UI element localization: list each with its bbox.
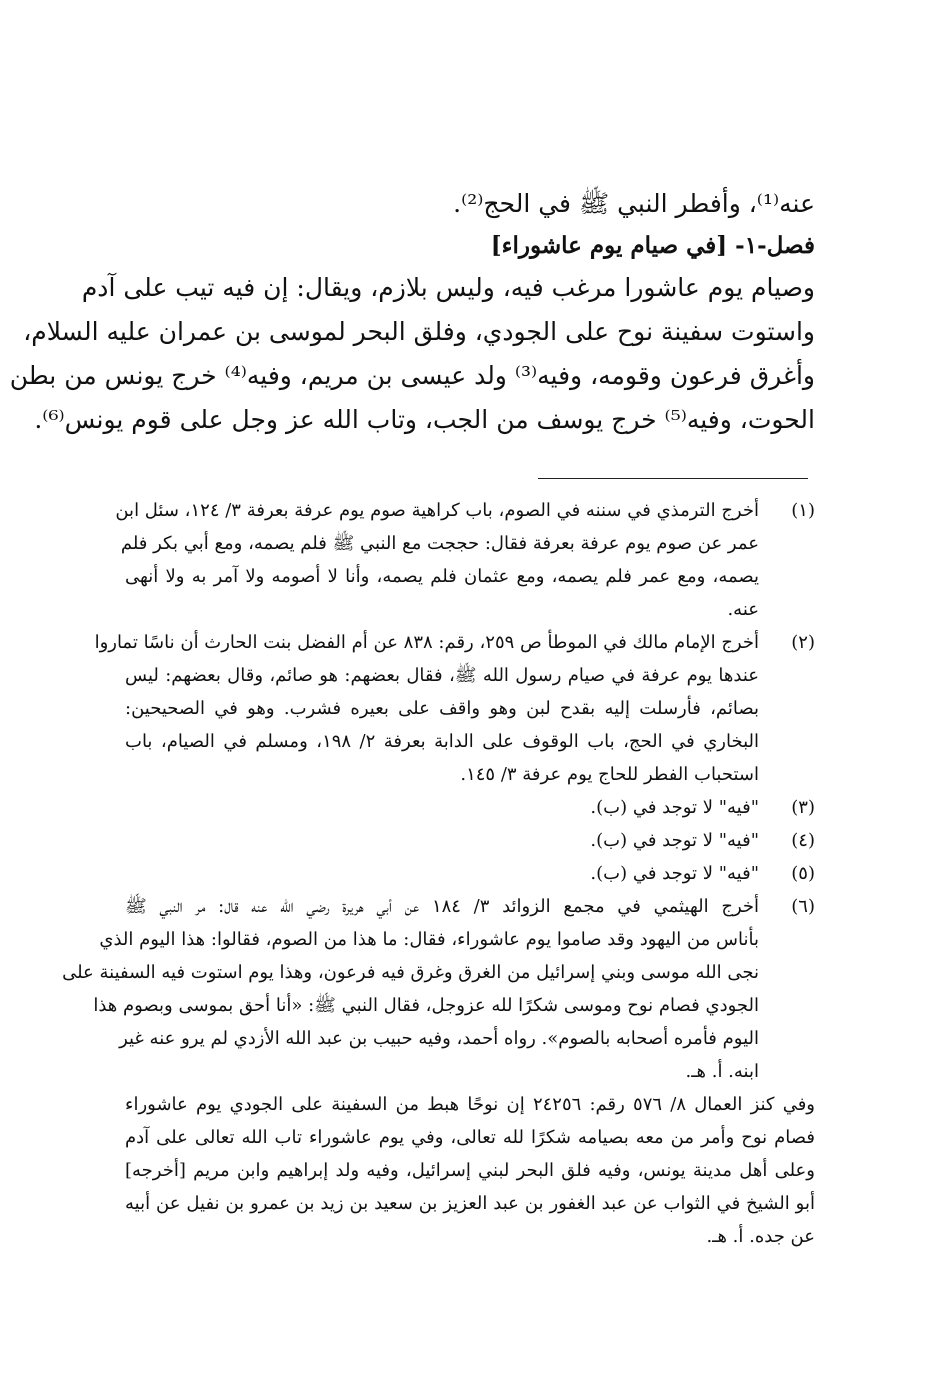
footnote-line: وعلى أهل مدينة يونس، وفيه فلق البحر لبني إسرائيل، وفيه ولد إبراهيم وابن مريم [أخرجه]	[125, 1160, 815, 1181]
footnote-number: (٤)	[791, 830, 815, 851]
footnote-line: أخرج الترمذي في سننه في الصوم، باب كراهية صوم يوم عرفة بعرفة ٣/ ١٢٤، سئل ابن	[115, 500, 759, 521]
footnote-line: "فيه" لا توجد في (ب).	[590, 863, 759, 884]
paragraph-line: واستوت سفينة نوح على الجودي، وفلق البحر لموسى بن عمران عليه السلام،	[23, 317, 815, 346]
footnote-separator	[538, 478, 808, 479]
paragraph-line: الحوت، وفيه⁽⁵⁾ خرج يوسف من الجب، وتاب الله عز وجل على قوم يونس⁽⁶⁾.	[34, 405, 815, 434]
footnote-line: أخرج الإمام مالك في الموطأ ص ٢٥٩، رقم: ٨٣٨ عن أم الفضل بنت الحارث أن ناسًا تماروا	[94, 632, 759, 653]
footnote-line: بصائم، فأرسلت إليه بقدح لبن وهو واقف على بعيره فشرب. وهو في الصحيحين:	[125, 698, 759, 719]
footnote-line: استحباب الفطر للحاج يوم عرفة ٣/ ١٤٥.	[460, 764, 759, 785]
footnote-line: الجودي فصام نوح وموسى شكرًا لله عزوجل، فقال النبي ﷺ: «أنا أحق بموسى وبصوم هذا	[93, 995, 759, 1016]
footnote-line: ابنه. أ. هـ.	[685, 1061, 759, 1082]
footnote-line: بأناس من اليهود وقد صاموا يوم عاشوراء، فقال: ما هذا من الصوم، فقالوا: هذا اليوم الذي	[99, 929, 759, 950]
footnote-6	[62, 890, 815, 1088]
footnote-line: وفي كنز العمال ٨/ ٥٧٦ رقم: ٢٤٢٥٦ إن نوحًا هبط من السفينة على الجودي يوم عاشوراء	[125, 1094, 816, 1115]
footnote-number: (١)	[791, 500, 815, 521]
footnote-4	[125, 824, 815, 857]
footnote-1	[115, 494, 815, 626]
footnote-6-continuation	[125, 1088, 815, 1253]
footnote-line: "فيه" لا توجد في (ب).	[590, 797, 759, 818]
paragraph-line: وصيام يوم عاشورا مرغب فيه، وليس بلازم، ويقال: إن فيه تيب على آدم	[81, 273, 815, 302]
footnote-number: (٢)	[791, 632, 815, 653]
main-text	[9, 182, 815, 442]
footnote-line: "فيه" لا توجد في (ب).	[590, 830, 759, 851]
footnote-number: (٥)	[791, 863, 815, 884]
footnote-number: (٣)	[791, 797, 815, 818]
footnote-line: البخاري في الحج، باب الوقوف على الدابة بعرفة ٢/ ١٩٨، ومسلم في الصيام، باب	[125, 731, 759, 752]
footnote-line: عنه.	[727, 599, 759, 620]
footnote-line: يصمه، ومع عمر فلم يصمه، ومع عثمان فلم يصمه، وأنا لا أصومه ولا آمر به ولا أنهى	[125, 566, 759, 587]
section-heading: فصل-١- [في صيام يوم عاشوراء]	[490, 232, 815, 259]
footnote-line: عن جده. أ. هـ.	[706, 1226, 815, 1247]
footnote-line: أخرج الهيثمي في مجمع الزوائد ٣/ ١٨٤ عن أبي هريرة رضي الله عنه قال: مر النبي ﷺ	[125, 896, 760, 917]
footnote-line: عمر عن صوم يوم عرفة بعرفة فقال: حججت مع النبي ﷺ فلم يصمه، ومع أبي بكر فلم	[120, 533, 759, 554]
footnote-line: فصام نوح وأمر من معه بصيامه شكرًا لله تعالى، وفي يوم عاشوراء تاب الله تعالى على آدم	[125, 1127, 815, 1148]
paragraph-line: وأغرق فرعون وقومه، وفيه⁽³⁾ ولد عيسى بن مريم، وفيه⁽⁴⁾ خرج يونس من بطن	[9, 361, 815, 390]
footnote-line: نجى الله موسى وبني إسرائيل من الغرق وغرق فيه فرعون، وهذا يوم استوت فيه السفينة على	[62, 962, 759, 983]
footnote-2	[94, 626, 815, 791]
footnote-line: اليوم فأمره أصحابه بالصوم». رواه أحمد، وفيه حبيب بن عبد الله الأزدي لم يرو عنه غير	[119, 1028, 759, 1049]
footnote-line: عندها يوم عرفة في صيام رسول الله ﷺ، فقال بعضهم: هو صائم، وقال بعضهم: ليس	[125, 665, 759, 686]
footnote-number: (٦)	[791, 896, 815, 917]
footnote-line: أبو الشيخ في الثواب عن عبد الغفور بن عبد العزيز بن سعيد بن زيد بن عمرو بن نفيل عن أبيه	[125, 1193, 815, 1214]
footnotes	[62, 494, 816, 1253]
footnote-5	[125, 857, 815, 890]
opening-line: عنه⁽¹⁾، وأفطر النبي ﷺ في الحج⁽²⁾.	[453, 189, 815, 218]
footnote-3	[125, 791, 815, 824]
